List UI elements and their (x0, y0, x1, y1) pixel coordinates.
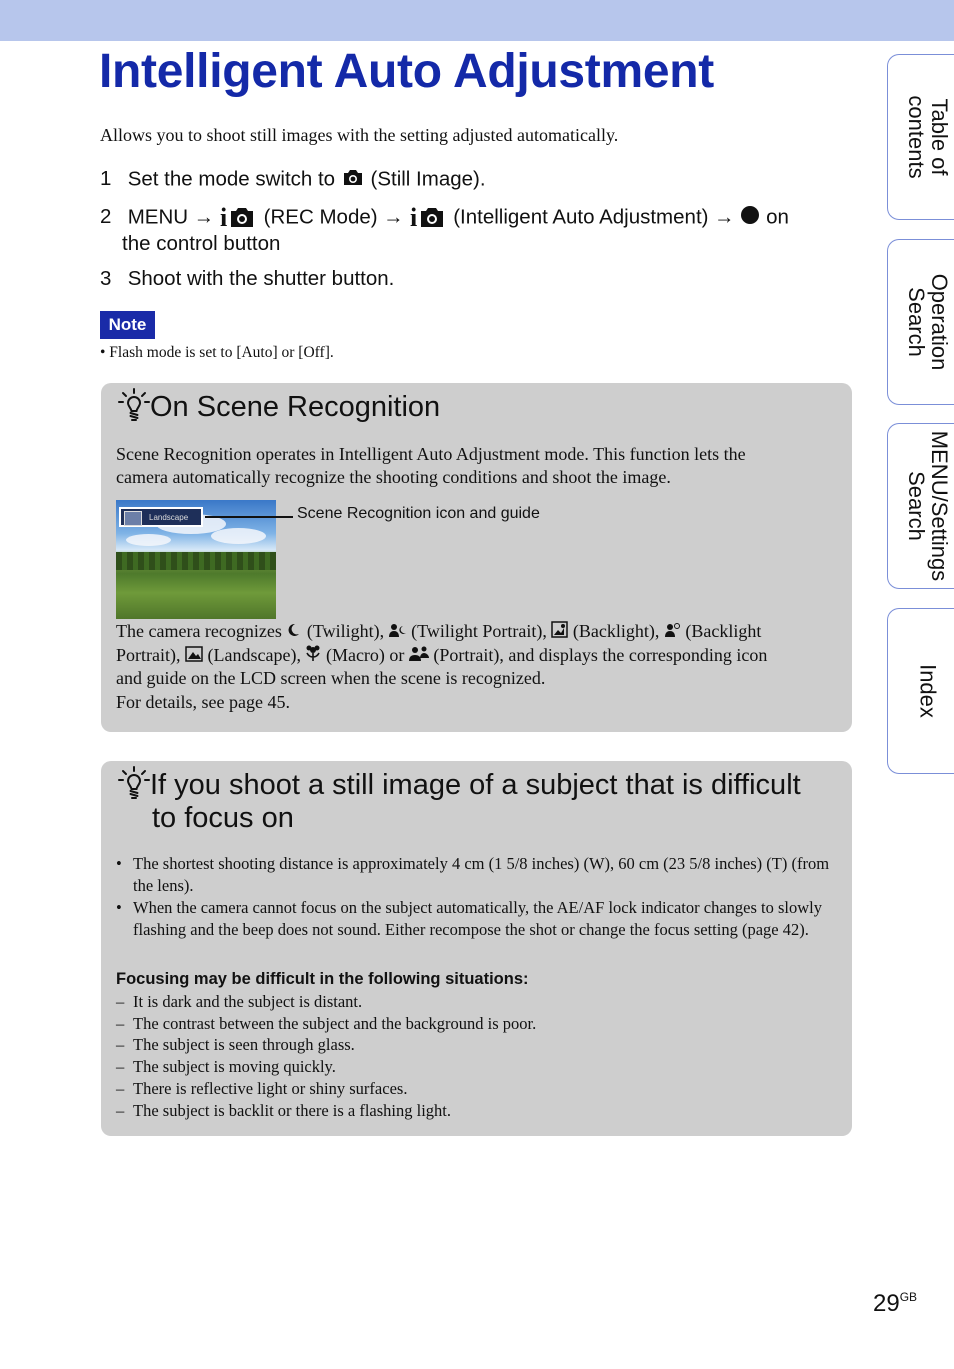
callout-label: Scene Recognition icon and guide (297, 505, 540, 522)
tree-line (116, 552, 276, 570)
page-title: Intelligent Auto Adjustment (99, 45, 714, 98)
tab-table-of-contents[interactable] (887, 54, 954, 220)
tab-label (905, 274, 951, 371)
arrow-icon: → (383, 205, 404, 229)
lightbulb-tip-icon (117, 765, 151, 806)
step-number: 1 (100, 167, 112, 191)
page-suffix: GB (899, 1290, 918, 1304)
callout-line (205, 516, 293, 518)
intro-text: Allows you to shoot still images with the setting adjusted automatically. (100, 125, 619, 145)
situations-list (116, 991, 536, 1121)
list-item: – The subject is seen through glass. (116, 1034, 536, 1056)
scene-box-title: On Scene Recognition (150, 391, 441, 423)
tab-label-line: Search (903, 287, 929, 357)
text-run: (Macro) or (325, 645, 405, 665)
intelligent-auto-icon (220, 202, 258, 234)
backlight-portrait-icon (664, 621, 681, 645)
scene-recognition-badge (119, 507, 203, 527)
recognized-scenes-line-3: and guide on the LCD screen when the scene is recognized. (116, 668, 546, 688)
step-text: MENU (127, 205, 189, 229)
focus-box-title-line-1: If you shoot a still image of a subject that is difficult (150, 769, 801, 801)
tab-label (905, 431, 951, 581)
tab-label-line: Operation (926, 273, 952, 371)
step-number: 2 (100, 205, 112, 229)
focus-tips-list (116, 853, 836, 941)
svg-text:i: i (219, 203, 228, 228)
page-number-value: 29 (873, 1290, 900, 1317)
text-run: (Backlight (685, 621, 762, 641)
backlight-icon (551, 621, 568, 645)
page-number (873, 1290, 917, 1318)
scene-paragraph-line: camera automatically recognize the shooting conditions and shoot the image. (116, 467, 671, 487)
note-text: • Flash mode is set to [Auto] or [Off]. (100, 344, 334, 361)
landscape-icon (185, 645, 203, 669)
badge-label: Landscape (149, 513, 189, 522)
twilight-portrait-icon (389, 621, 407, 645)
text-run: (Landscape), (207, 645, 301, 665)
text-run: (Backlight), (572, 621, 660, 641)
scene-paragraph-line: Scene Recognition operates in Intelligent Auto Adjustment mode. This function lets the (116, 444, 746, 464)
portrait-icon (409, 645, 429, 669)
text-run: Portrait), (116, 645, 181, 665)
twilight-icon (286, 621, 302, 645)
step-2-continuation: the control button (122, 232, 281, 255)
step-text: Set the mode switch to (127, 167, 336, 191)
tab-label-line: contents (903, 95, 929, 179)
camera-still-icon (341, 167, 365, 193)
step-2 (100, 202, 789, 234)
recognized-scenes-line-2 (116, 644, 767, 669)
list-item: – There is reflective light or shiny surfaces. (116, 1078, 536, 1100)
tab-label-line: MENU/Settings (926, 430, 952, 582)
list-item: – The subject is moving quickly. (116, 1056, 536, 1078)
step-text: (Intelligent Auto Adjustment) (453, 205, 709, 229)
step-text: Shoot with the shutter button. (127, 267, 395, 290)
list-item: – It is dark and the subject is distant. (116, 991, 536, 1013)
lightbulb-tip-icon (117, 387, 151, 428)
arrow-icon: → (714, 205, 735, 229)
intelligent-auto-icon (410, 202, 448, 234)
focus-box-title-line-2: to focus on (152, 802, 294, 834)
top-header-bar (0, 0, 954, 41)
tab-label (905, 95, 951, 178)
step-text: on (766, 205, 789, 229)
cloud-shape (126, 534, 171, 546)
situations-heading: Focusing may be difficult in the following situations: (116, 970, 529, 988)
cloud-shape (211, 528, 266, 544)
macro-icon (305, 645, 321, 669)
step-3 (100, 267, 394, 291)
list-item: • When the camera cannot focus on the subject automatically, the AE/AF lock indicator changes to slowly flashing and the beep does not sound. Either recompose the shot or change the focus setting (page 42). (116, 897, 836, 941)
text-run: The camera recognizes (116, 621, 282, 641)
arrow-icon: → (193, 205, 215, 229)
step-text: (REC Mode) (263, 205, 378, 229)
tab-label-line: Search (903, 471, 929, 541)
center-button-icon (740, 205, 760, 231)
page-reference: For details, see page 45. (116, 692, 290, 712)
tab-label-line: Index (915, 664, 940, 718)
text-run: (Portrait), and displays the corresponding icon (433, 645, 768, 665)
tab-label-line: Table of (926, 98, 952, 176)
landscape-mini-icon (124, 511, 142, 526)
tab-label (916, 664, 939, 718)
text-run: (Twilight Portrait), (411, 621, 547, 641)
recognized-scenes-line-1 (116, 620, 761, 645)
note-label: Note (100, 311, 155, 339)
step-1 (100, 167, 486, 193)
list-item: • The shortest shooting distance is approximately 4 cm (1 5/8 inches) (W), 60 cm (23 5/8 inches) (T) (from the lens). (116, 853, 836, 897)
svg-text:i: i (409, 203, 417, 228)
step-text: (Still Image). (370, 167, 486, 191)
tab-index[interactable] (887, 608, 954, 774)
list-item: – The contrast between the subject and the background is poor. (116, 1013, 536, 1035)
tab-menu-settings-search[interactable] (887, 423, 954, 589)
list-item: – The subject is backlit or there is a flashing light. (116, 1100, 536, 1122)
tab-operation-search[interactable] (887, 239, 954, 405)
text-run: (Twilight), (306, 621, 385, 641)
step-number: 3 (100, 267, 112, 290)
